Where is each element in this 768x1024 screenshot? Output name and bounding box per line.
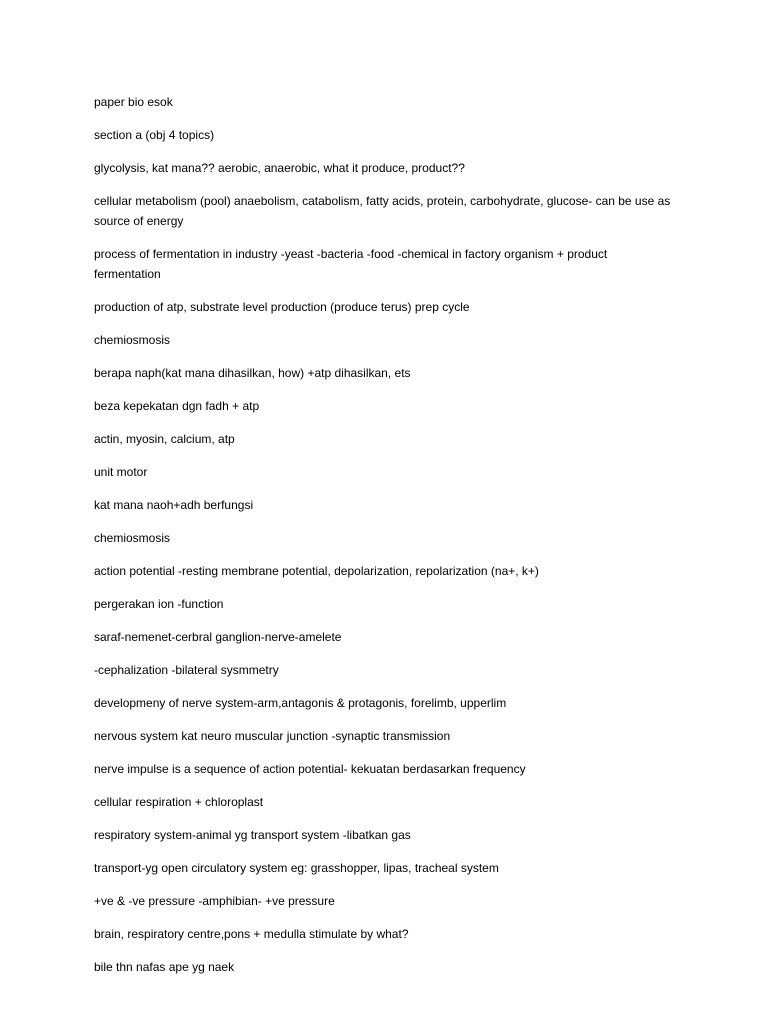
notes-list [94, 92, 674, 990]
note-line: production of atp, substrate level production (produce terus) prep cycle [94, 300, 470, 314]
note-line: process of fermentation in industry -yeast -bacteria -food -chemical in factory organism + product fermentation [94, 247, 608, 281]
note-line: nervous system kat neuro muscular junction -synaptic transmission [94, 729, 451, 743]
note-line: kat mana naoh+adh berfungsi [94, 498, 254, 512]
note-line: +ve & -ve pressure -amphibian- +ve pressure [94, 894, 335, 908]
note-line: glycolysis, kat mana?? aerobic, anaerobic, what it produce, product?? [94, 161, 465, 175]
note-line: -cephalization -bilateral sysmmetry [94, 663, 279, 677]
note-line: respiratory system-animal yg transport system -libatkan gas [94, 828, 411, 842]
note-line: transport-yg open circulatory system eg: grasshopper, lipas, tracheal system [94, 861, 499, 875]
note-line: actin, myosin, calcium, atp [94, 432, 235, 446]
note-line: developmeny of nerve system-arm,antagonis & protagonis, forelimb, upperlim [94, 696, 507, 710]
note-line: unit motor [94, 465, 148, 479]
note-line: chemiosmosis [94, 333, 171, 347]
note-line: saraf-nemenet-cerbral ganglion-nerve-amelete [94, 630, 342, 644]
note-line: section a (obj 4 topics) [94, 128, 215, 142]
note-line: chemiosmosis [94, 531, 171, 545]
note-line: cellular metabolism (pool) anaebolism, catabolism, fatty acids, protein, carbohydrate, glucose- can be use as source of energy [94, 194, 671, 228]
note-line: brain, respiratory centre,pons + medulla stimulate by what? [94, 927, 409, 941]
note-line: beza kepekatan dgn fadh + atp [94, 399, 260, 413]
note-line: cellular respiration + chloroplast [94, 795, 264, 809]
note-line: nerve impulse is a sequence of action potential- kekuatan berdasarkan frequency [94, 762, 526, 776]
note-line: pergerakan ion -function [94, 597, 224, 611]
note-line: paper bio esok [94, 95, 173, 109]
note-line: bile thn nafas ape yg naek [94, 960, 235, 974]
note-line: action potential -resting membrane potential, depolarization, repolarization (na+, k+) [94, 564, 539, 578]
note-line: berapa naph(kat mana dihasilkan, how) +atp dihasilkan, ets [94, 366, 411, 380]
